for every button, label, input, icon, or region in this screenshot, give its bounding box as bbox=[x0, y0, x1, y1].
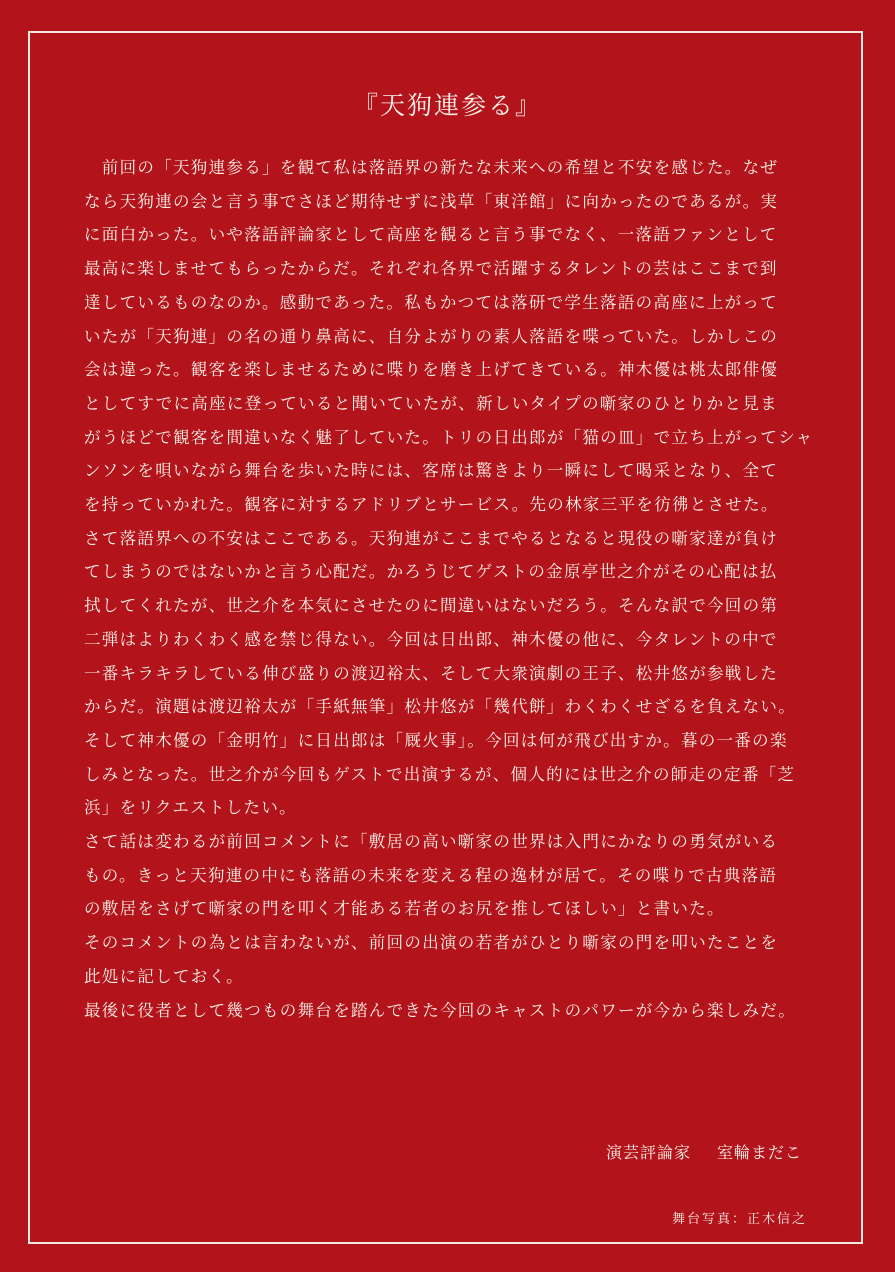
body-line: てしまうのではないかと言う心配だ。かろうじてゲストの金原亭世之介がその心配は払 bbox=[84, 562, 778, 582]
body-line: 拭してくれたが、世之介を本気にさせたのに間違いはないだろう。そんな訳で今回の第 bbox=[84, 596, 779, 616]
body-line: 一番キラキラしている伸び盛りの渡辺裕太、そして大衆演劇の王子、松井悠が参戦した bbox=[84, 663, 779, 683]
body-line: ンソンを唄いながら舞台を歩いた時には、客席は驚きより一瞬にして喝采となり、全て bbox=[84, 461, 779, 481]
author-role: 演芸評論家 bbox=[605, 1143, 691, 1162]
page-title: 『天狗連参る』 bbox=[352, 91, 542, 120]
body-line: を持っていかれた。観客に対するアドリブとサービス。先の林家三平を彷彿とさせた。 bbox=[84, 495, 779, 515]
body-line: そして神木優の「金明竹」に日出郎は「厩火事」。今回は何が飛び出すか。暮の一番の楽 bbox=[84, 730, 788, 750]
author-name: 室輪まだこ bbox=[716, 1143, 802, 1162]
body-line: 達しているものなのか。感動であった。私もかつては落研で学生落語の高座に上がって bbox=[84, 292, 779, 312]
body-line: からだ。演題は渡辺裕太が「手紙無筆」松井悠が「幾代餅」わくわくせざるを負えない。 bbox=[84, 697, 796, 717]
body-line: としてすでに高座に登っていると聞いていたが、新しいタイプの噺家のひとりかと見ま bbox=[84, 393, 778, 413]
body-line: 会は違った。観客を楽しませるために喋りを磨き上げてきている。神木優は桃太郎俳優 bbox=[84, 360, 779, 380]
body-line: もの。きっと天狗連の中にも落語の未来を変える程の逸材が居て。その喋りで古典落語 bbox=[84, 865, 778, 885]
body-line: の敷居をさげて噺家の門を叩く才能ある若者のお尻を推してほしい」と書いた。 bbox=[84, 899, 725, 919]
body-line: 前回の「天狗連参る」を観て私は落語界の新たな未来への希望と不安を感じた。なぜ bbox=[84, 158, 779, 177]
photo-credit: 舞台写真：正木信之 bbox=[671, 1212, 807, 1227]
body-line: しみとなった。世之介が今回もゲストで出演するが、個人的には世之介の師走の定番「芝 bbox=[84, 764, 796, 784]
body-line: 最高に楽しませてもらったからだ。それぞれ各界で活躍するタレントの芸はここまで到 bbox=[84, 259, 778, 279]
body-line: さて落語界への不安はここである。天狗連がここまでやるとなると現役の噺家達が負け bbox=[84, 528, 779, 548]
article-body bbox=[84, 151, 819, 1027]
body-line: 浜」をリクエストしたい。 bbox=[84, 798, 297, 818]
body-line: そのコメントの為とは言わないが、前回の出演の若者がひとり噺家の門を叩いたことを bbox=[84, 933, 779, 953]
body-line: なら天狗連の会と言う事でさほど期待せずに浅草「東洋館」に向かったのであるが。実 bbox=[84, 191, 779, 211]
body-line: いたが「天狗連」の名の通り鼻高に、自分よがりの素人落語を喋っていた。しかしこの bbox=[84, 326, 779, 346]
body-line: さて話は変わるが前回コメントに「敷居の高い噺家の世界は入門にかなりの勇気がいる bbox=[84, 832, 779, 852]
body-line: がうほどで観客を間違いなく魅了していた。トリの日出郎が「猫の皿」で立ち上がってシャ bbox=[84, 427, 814, 447]
body-line: に面白かった。いや落語評論家として高座を観ると言う事でなく、一落語ファンとして bbox=[84, 225, 778, 245]
body-line: 此処に記しておく。 bbox=[84, 966, 244, 986]
author-signature bbox=[606, 1140, 802, 1163]
body-line: 最後に役者として幾つもの舞台を踏んできた今回のキャストのパワーが今から楽しみだ。 bbox=[84, 1000, 796, 1020]
body-line: 二弾はよりわくわく感を禁じ得ない。今回は日出郎、神木優の他に、今タレントの中で bbox=[84, 629, 778, 649]
